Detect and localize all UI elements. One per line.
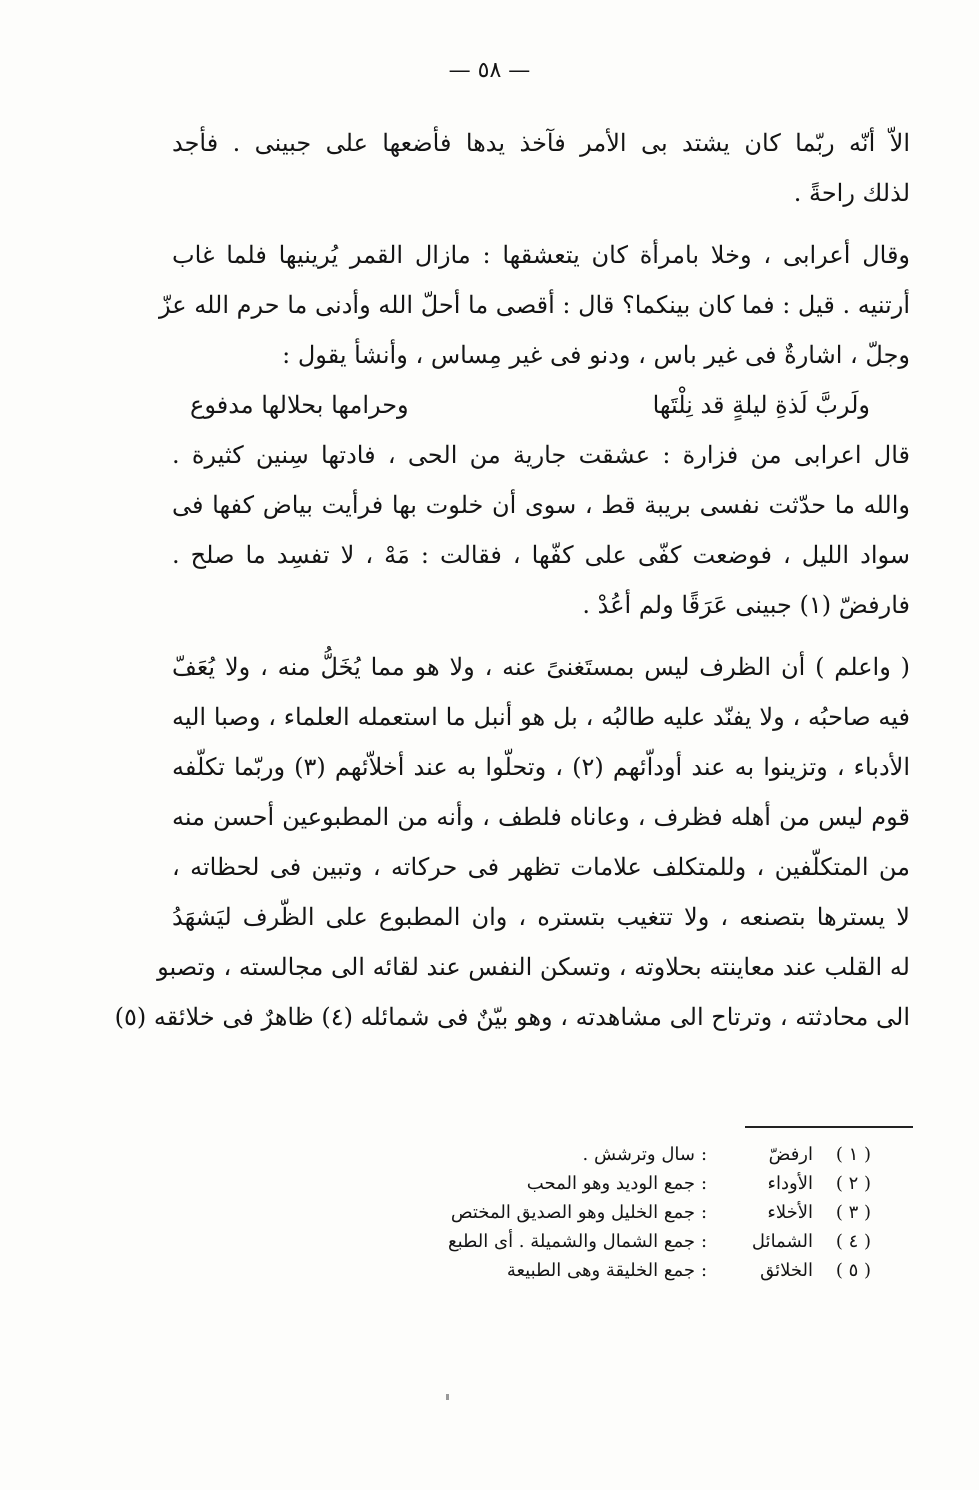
text-line: من المتكلّفين ، وللمتكلف علامات تظهر فى حركاته ، وتبين فى لحظاته ،	[172, 853, 910, 881]
footnote-number: ( ١ )	[835, 1144, 871, 1165]
footnote-definition: جمع الشمال والشميلة . أى الطبع	[448, 1231, 695, 1252]
footnote-item	[411, 1256, 871, 1285]
footnote-definition: جمع الخليل وهو الصديق المختص	[450, 1202, 695, 1223]
text-line: الاّ أنّه ربّما كان يشتد بى الأمر فآخذ يدها فأضعها على جبينى . فأجد	[172, 129, 910, 157]
footnote-item	[411, 1198, 871, 1227]
footnote-term: الخلائق	[760, 1260, 813, 1281]
footnotes	[411, 1140, 871, 1285]
text-line: قال اعرابى من فزارة : عشقت جارية من الحى ، فادتها سِنين كثيرة .	[172, 441, 910, 469]
text-line: الى محادثته ، وترتاح الى مشاهدته ، وهو بيّنٌ فى شمائله (٤) ظاهرٌ فى خلائقه (٥)	[114, 1003, 910, 1031]
footnote-colon: :	[700, 1260, 708, 1281]
text-line: الأدباء ، وتزينوا به عند أوداّئهم (٢) ، وتحلّوا به عند أخلاّئهم (٣) وربّما تكلّفه	[172, 753, 911, 781]
footnote-definition: سال وترشش .	[582, 1144, 695, 1165]
text-line: أرتنيه . قيل : فما كان بينكما؟ قال : أقصى ما أحلّ الله وأدنى ما حرم الله عزّ	[159, 291, 910, 319]
footnote-item	[411, 1227, 871, 1256]
body-text	[114, 118, 911, 1042]
footnote-colon: :	[700, 1231, 708, 1252]
footnote-item	[411, 1140, 871, 1169]
text-line: قوم ليس من أهله فظرف ، وعاناه فلطف ، وأنه من المطبوعين أحسن منه	[172, 803, 910, 831]
text-line: فيه صاحبُه ، ولا يفنّد عليه طالبُه ، بل هو أنبل ما استعمله العلماء ، وصبا اليه	[172, 703, 910, 731]
text-line: والله ما حدّثت نفسى بريبة قط ، سوى أن خلوت بها فرأيت بياض كفها فى	[172, 491, 910, 519]
text-line: وجلّ ، اشارةٌ فى غير باس ، ودنو فى غير مِساس ، وأنشأ يقول :	[282, 341, 910, 369]
footnote-term: الأوداء	[767, 1173, 813, 1194]
page-number: — ٥٨ —	[448, 58, 531, 83]
text-line: له القلب عند معاينته بحلاوته ، وتسكن النفس عند لقائه الى مجالسته ، وتصبو	[157, 953, 910, 981]
footnote-colon: :	[700, 1173, 708, 1194]
text-line: سواد الليل ، فوضعت كفّى على كفّها ، فقالت : مَهْ ، لا تفسِد ما صلح .	[172, 541, 910, 569]
footnote-colon: :	[700, 1202, 708, 1223]
footnote-item	[411, 1169, 871, 1198]
text-line: وقال أعرابى ، وخلا بامرأة كان يتعشقها : مازال القمر يُرينيها فلما غاب	[172, 241, 910, 269]
footnote-term: الأخلاء	[767, 1202, 813, 1223]
text-line: لا يسترها بتصنعه ، ولا تتغيب بتستره ، وان المطبوع على الظّرف ليَشهَدُ	[172, 903, 910, 931]
footnote-definition: جمع الوديد وهو المحب	[526, 1173, 695, 1194]
verse-second-hemistich: وحرامها بحلالها مدفوع	[190, 391, 409, 419]
text-line: فارفضّ (١) جبينى عَرَقًا ولم أعُدْ .	[582, 591, 910, 619]
footnote-number: ( ٢ )	[835, 1173, 871, 1194]
poem-verse	[172, 380, 910, 430]
footnote-divider	[745, 1126, 913, 1128]
footnote-colon: :	[700, 1144, 708, 1165]
text-line: ( واعلم ) أن الظرف ليس بمستَغنىً عنه ، ولا هو مما يُخَلُّ منه ، ولا يُعَفّ	[172, 653, 910, 681]
footnote-term: الشمائل	[751, 1231, 813, 1252]
footnote-definition: جمع الخليقة وهى الطبيعة	[506, 1260, 695, 1281]
verse-first-hemistich: ولَربَّ لَذةِ ليلةٍ قد نِلْتَها	[652, 391, 870, 419]
footnote-term: ارفضّ	[768, 1144, 813, 1165]
footnote-number: ( ٤ )	[835, 1231, 871, 1252]
text-line: لذلك راحةً .	[793, 179, 910, 207]
footnote-number: ( ٥ )	[835, 1260, 871, 1281]
footnote-number: ( ٣ )	[835, 1202, 871, 1223]
page-speck	[446, 1394, 449, 1400]
